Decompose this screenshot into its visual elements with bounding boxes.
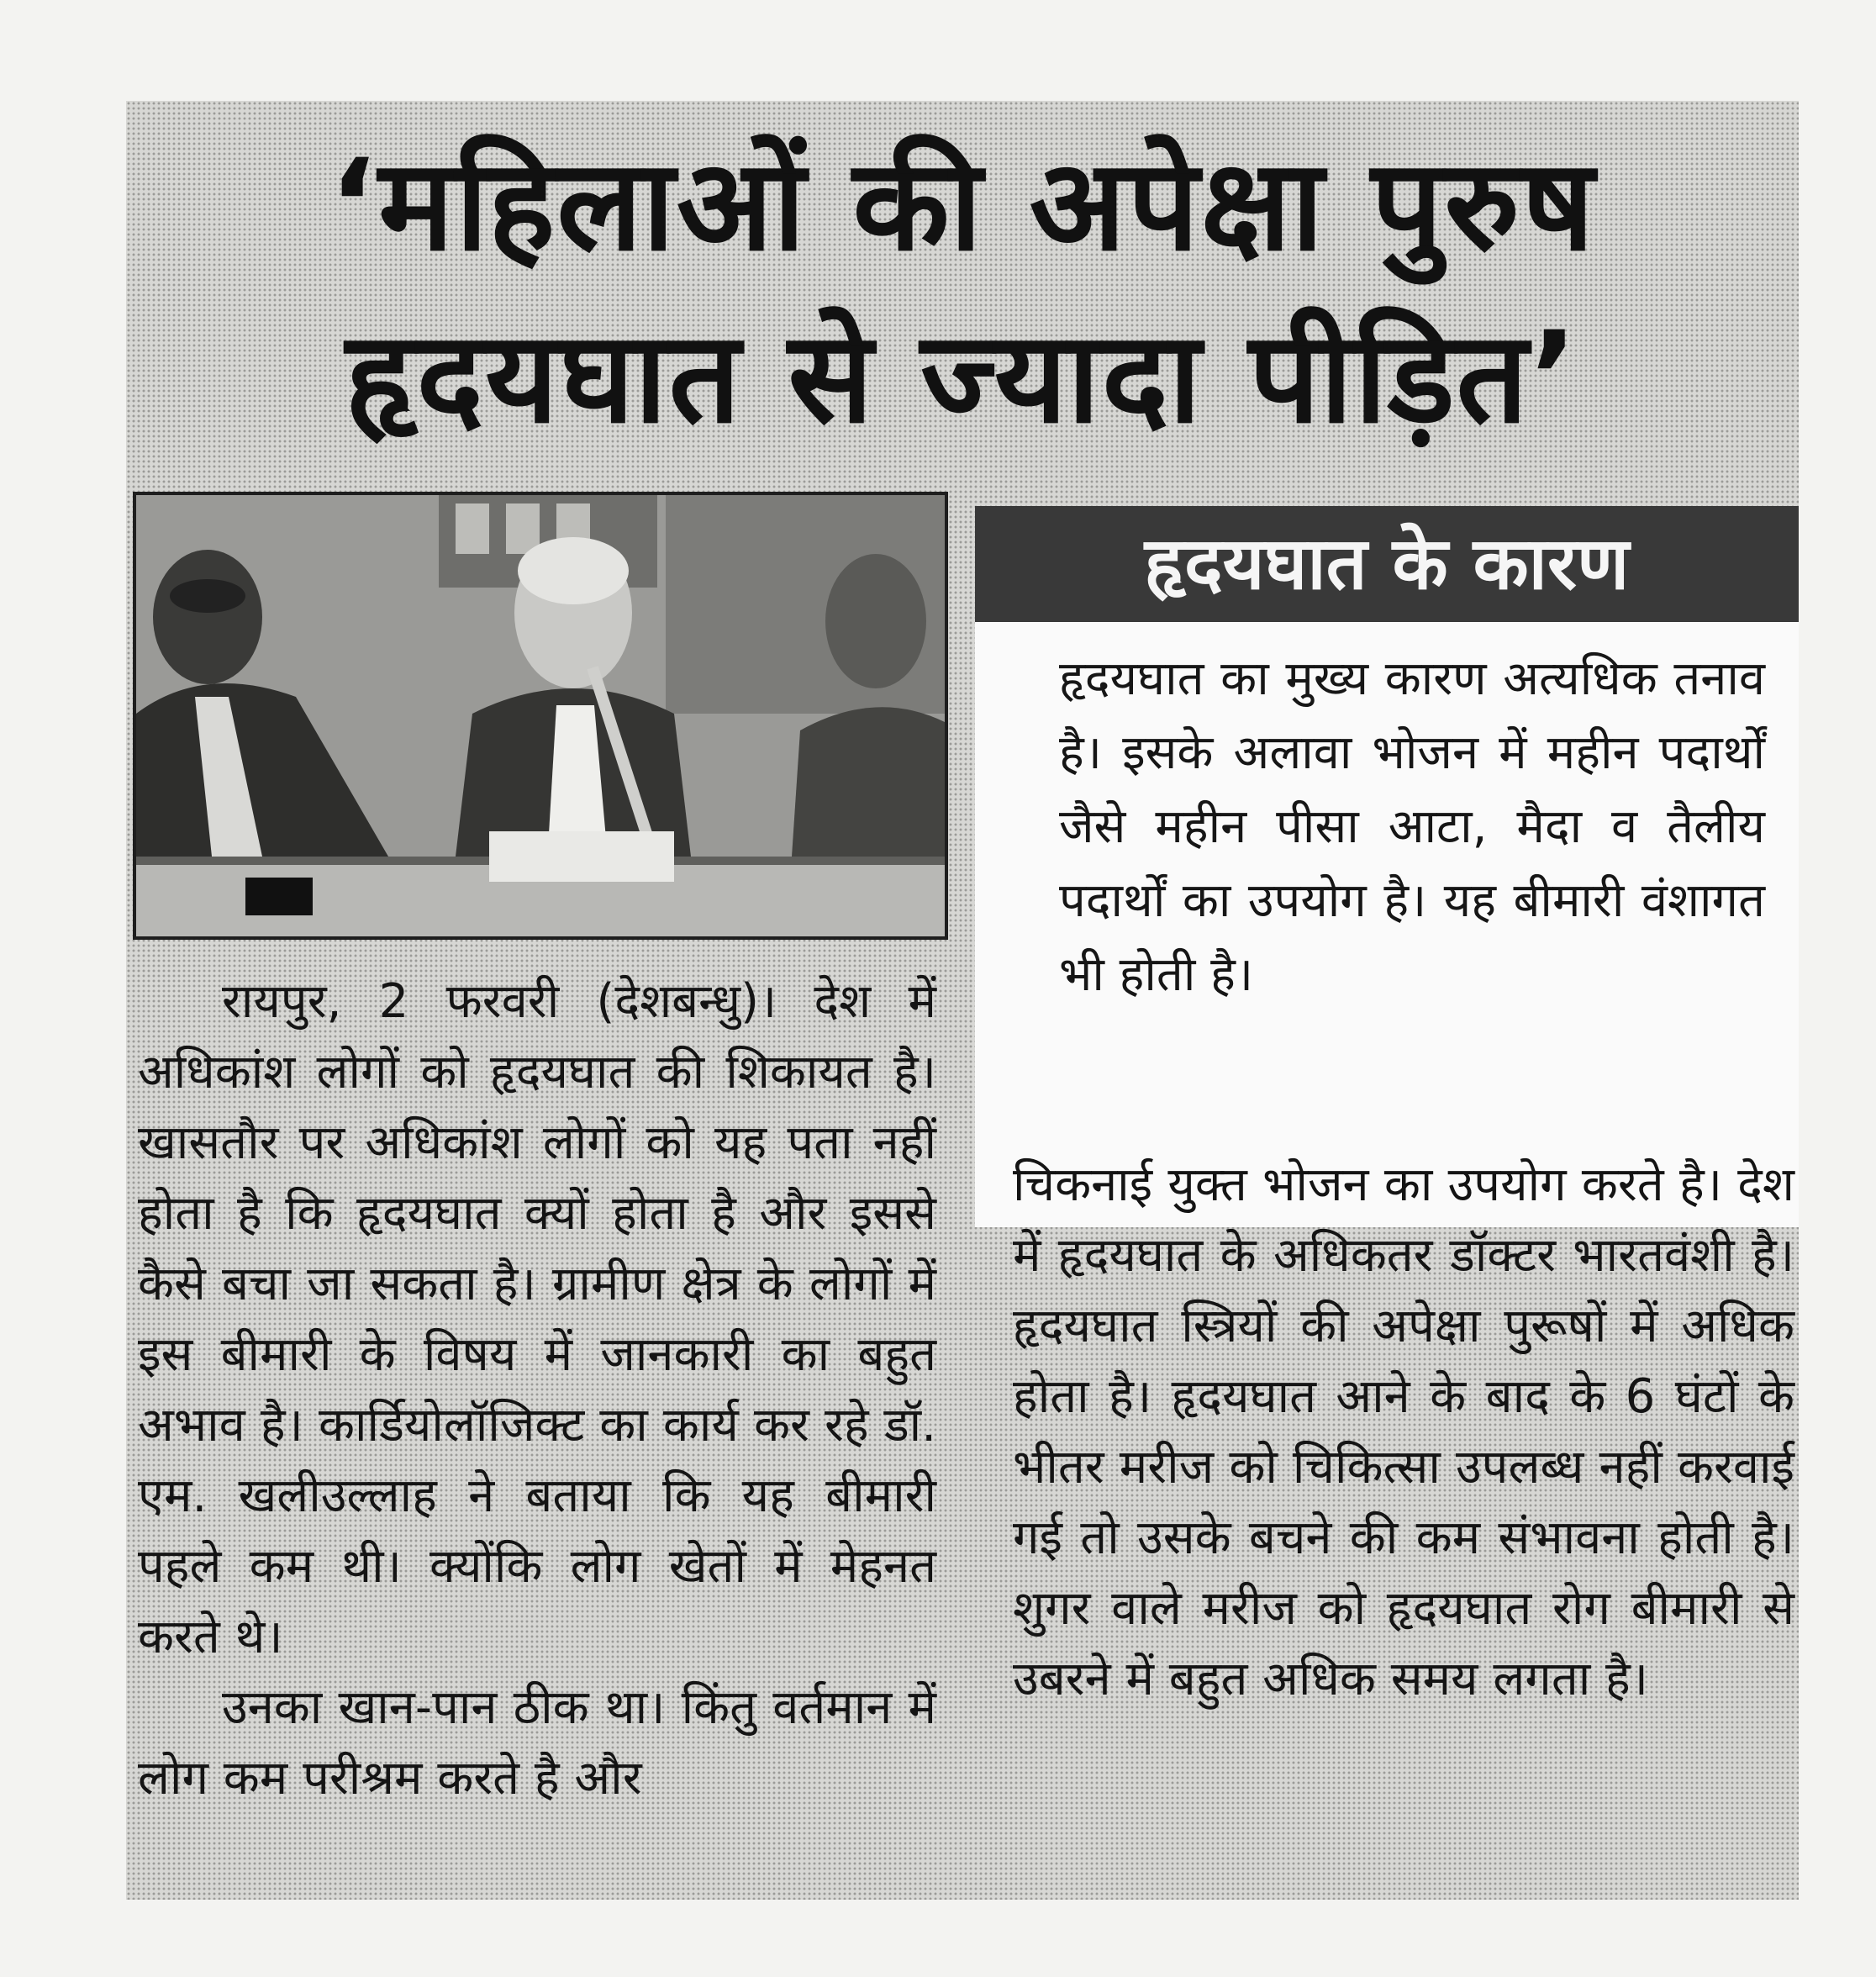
sidebar-box — [975, 506, 1799, 1227]
newspaper-clipping — [126, 101, 1799, 1900]
article-left-column — [138, 967, 936, 1814]
headline-line-1: ‘महिलाओं की अपेक्षा पुरुष — [329, 133, 1596, 279]
headline-line-2: हृदयघात से ज्यादा पीड़ित’ — [345, 305, 1579, 451]
photo-illustration — [136, 495, 945, 936]
article-paragraph-1: रायपुर, 2 फरवरी (देशबन्धु)। देश में अधिकांश लोगों को हृदयघात की शिकायत है। खासतौर पर अधिकांश लोगों को यह पता नहीं होता है कि हृदयघात क्यों होता है और इससे कैसे बचा जा सकता है। ग्रामीण क्षेत्र के लोगों में इस बीमारी के विषय में जानकारी का बहुत अभाव है। कार्डियोलॉजिक्ट का कार्य कर रहे डॉ. एम. खलीउल्लाह ने बताया कि यह बीमारी पहले कम थी। क्योंकि लोग खेतों में मेहनत करते थे। — [138, 974, 936, 1664]
article-paragraph-2: उनका खान-पान ठीक था। किंतु वर्तमान में लोग कम परीश्रम करते है और — [138, 1680, 936, 1806]
sidebar-title: हृदयघात के कारण — [975, 506, 1799, 622]
article-right-column — [1013, 1150, 1794, 1715]
article-paragraph-3: चिकनाई युक्त भोजन का उपयोग करते है। देश में हृदयघात के अधिकतर डॉक्टर भारतवंशी है। हृदयघात स्त्रियों की अपेक्षा पुरूषों में अधिक होता है। हृदयघात आने के बाद के 6 घंटों के भीतर मरीज को चिकित्सा उपलब्ध नहीं करवाई गई तो उसके बचने की कम संभावना होती है। शुगर वाले मरीज को हृदयघात रोग बीमारी से उबरने में बहुत अधिक समय लगता है। — [1013, 1157, 1794, 1706]
sidebar-body: हृदयघात का मुख्य कारण अत्यधिक तनाव है। इसके अलावा भोजन में महीन पदार्थों जैसे महीन पीसा आटा, मैदा व तैलीय पदार्थों का उपयोग है। यह बीमारी वंशागत भी होती है। — [1059, 651, 1765, 1002]
news-photo — [133, 492, 948, 940]
